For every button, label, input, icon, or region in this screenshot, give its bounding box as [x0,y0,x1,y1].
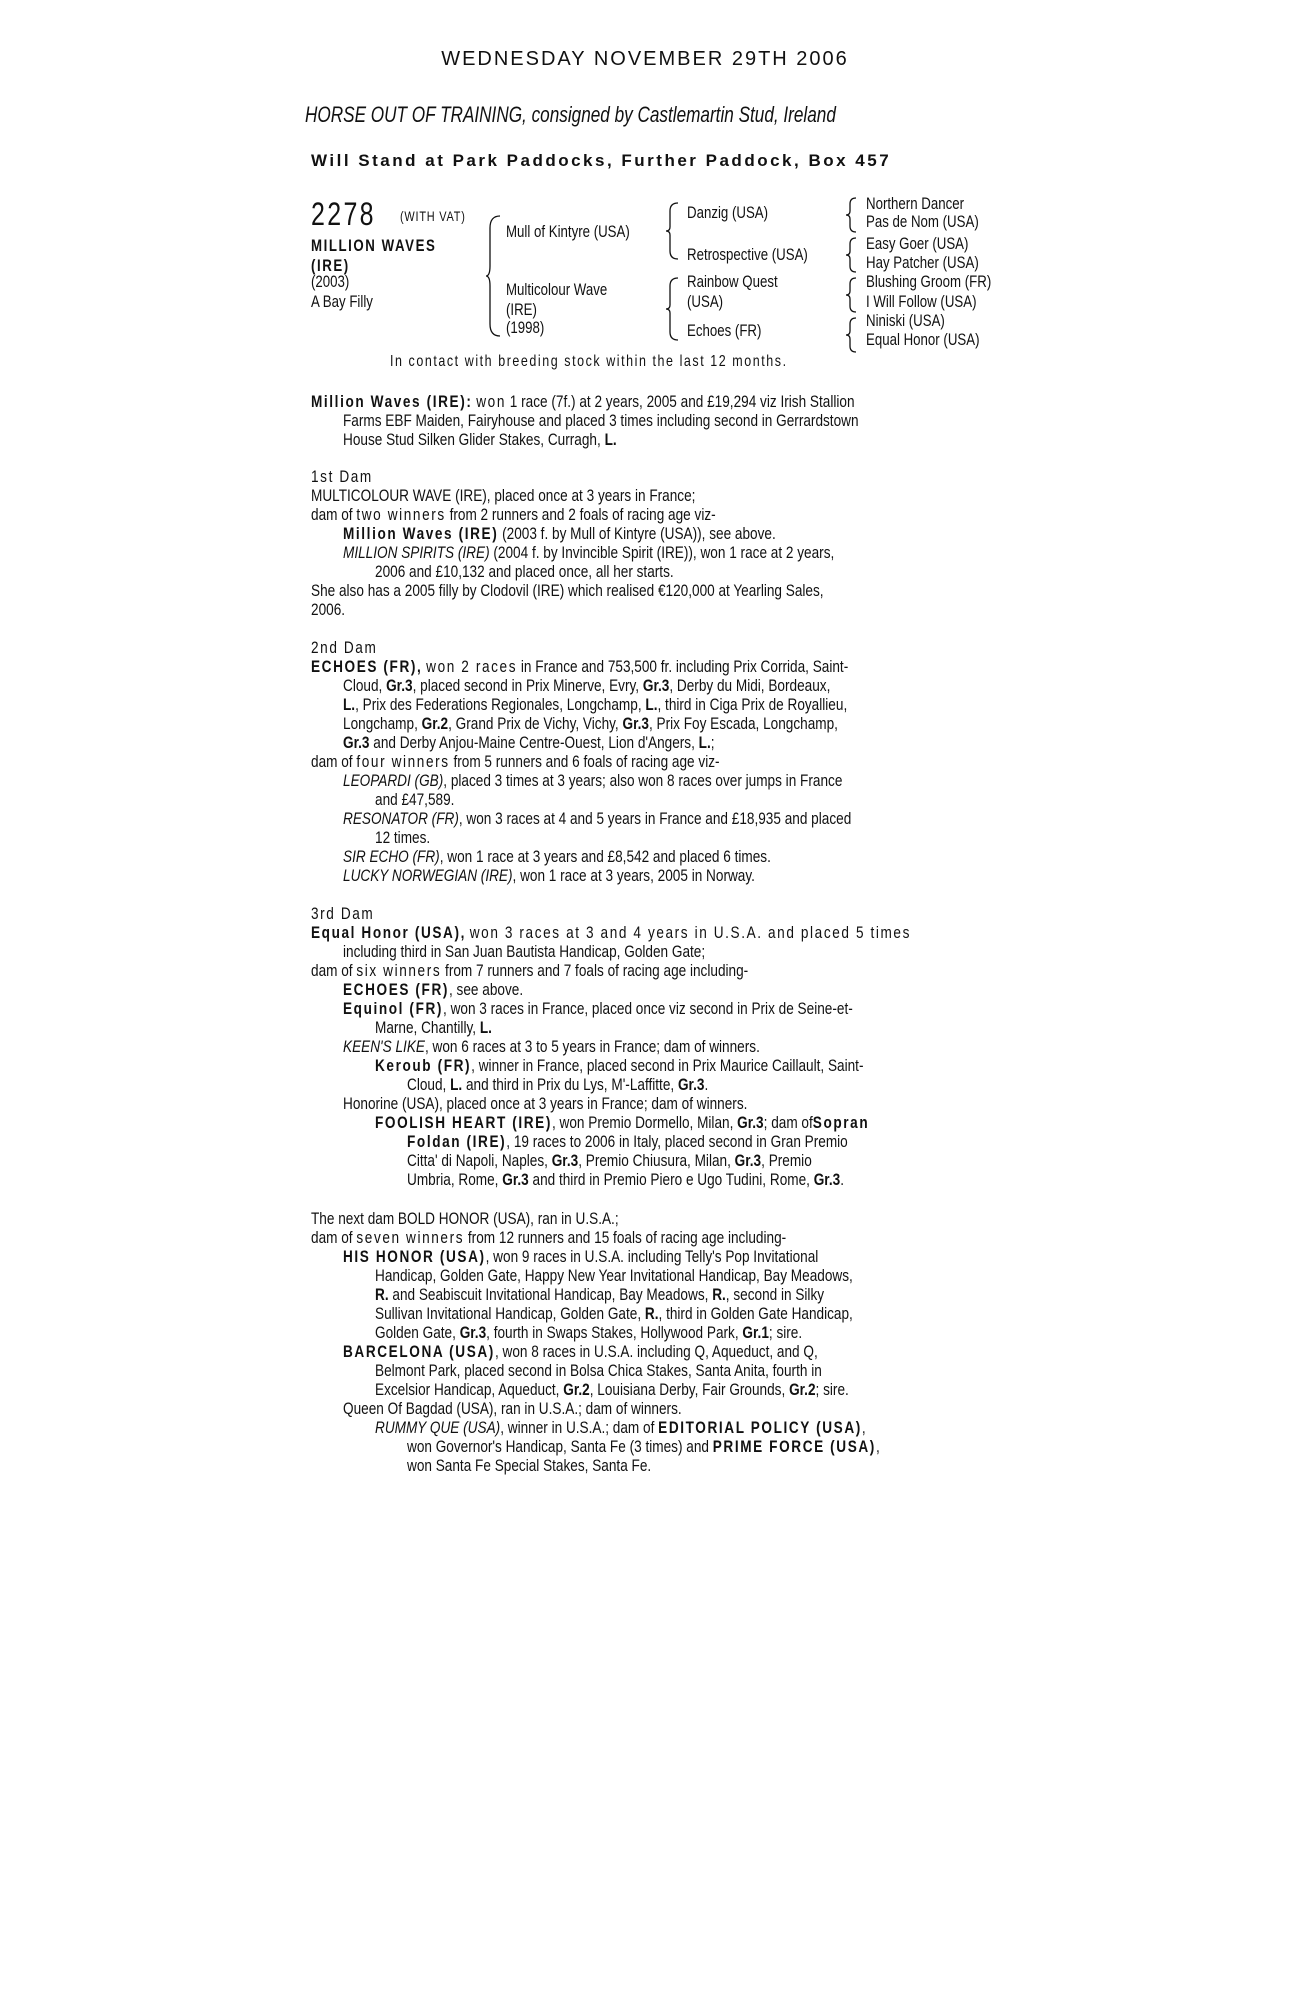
nd-produce-2-name: BARCELONA (USA) [343,1342,495,1361]
pedigree-brace-g4 [846,316,860,354]
second-dam-line-5 [343,733,715,752]
td-text-9c: and third in Prix du Lys, M'-Laffitte, [465,1075,675,1094]
pedigree-dam-line2: (IRE) [506,300,537,319]
td-text-11b: , won Premio Dormello, Milan, [551,1113,734,1132]
summary-won: won [476,392,506,411]
sd-runners: from 5 runners and 6 foals of racing age viz- [453,752,720,771]
td-text-6a: Marne, Chantilly, [375,1018,477,1037]
nd-restricted-2: R. [712,1285,726,1304]
second-dam-line-12 [343,866,755,885]
pedigree-brace-dam [666,276,682,342]
summary-text-3: House Stud Silken Glider Stakes, Curragh, [343,430,601,449]
horse-country-suffix: (IRE) [311,256,350,275]
breeding-contact-text: In contact with breeding stock within the last 12 months. [390,353,788,370]
summary-text-1: 1 race (7f.) at 2 years, 2005 and £19,294 viz Irish Stallion [509,392,855,411]
nd-text-12b: , winner in U.S.A.; dam of [500,1418,655,1437]
nd-text-10c: , Louisiana Derby, Fair Grounds, [589,1380,786,1399]
nd-dam-of: dam of [311,1228,353,1247]
nd-text-6c: , third in Golden Gate Handicap, [658,1304,853,1323]
pedigree-g3-2: Pas de Nom (USA) [866,212,979,231]
sd-text-2e: , Derby du Midi, Bordeaux, [669,676,831,695]
fd-produce-2-name: MILLION SPIRITS (IRE) [343,543,490,562]
sd-grade-3: Gr.2 [421,714,449,733]
nd-text-5b: and Seabiscuit Invitational Handicap, Bay Meadows, [392,1285,709,1304]
td-grade-5: Gr.3 [502,1170,529,1189]
sd-text-4a: Longchamp, [343,714,418,733]
td-grade-2: Gr.3 [737,1113,764,1132]
first-dam-line-3 [343,524,776,543]
nd-text-12d: , [861,1418,866,1437]
third-dam-line-8 [375,1056,863,1075]
summary-line-3 [343,430,617,449]
pedigree-brace-main [486,214,504,338]
sd-produce-3-text: , won 1 race at 3 years and £8,542 and placed 6 times. [439,847,771,866]
td-produce-1-text: , see above. [449,980,524,999]
fd-dam-of: dam of [311,505,353,524]
sd-won: won 2 races [426,657,518,676]
td-text-13a: Citta' di Napoli, Naples, [407,1151,548,1170]
nd-produce-1-text: , won 9 races in U.S.A. including Telly's Pop Invitational [485,1247,819,1266]
nd-greatgrand-1: EDITORIAL POLICY (USA) [658,1418,862,1437]
nd-grade-1: Gr.3 [459,1323,487,1342]
first-dam-line-1: MULTICOLOUR WAVE (IRE), placed once at 3 years in France; [311,486,696,505]
nd-winners-count: seven winners [356,1228,465,1247]
consignment-text: HORSE OUT OF TRAINING, consigned by Castlemartin Stud, Ireland [304,102,836,127]
sd-grade-5: Gr.3 [343,733,370,752]
td-text-1: won 3 races at 3 and 4 years in U.S.A. and placed 5 times [469,923,911,942]
consignment-line [0,102,1290,128]
third-dam-line-2: including third in San Juan Bautista Handicap, Golden Gate; [343,942,706,961]
next-dam-line-10 [375,1380,849,1399]
pedigree-dam-line1: Multicolour Wave [506,280,608,299]
second-dam-line-2 [343,676,830,695]
nd-text-5d: , second in Silky [725,1285,825,1304]
pedigree-g3-3: Easy Goer (USA) [866,234,969,253]
sd-listed-2: L. [645,695,658,714]
nd-text-7c: , fourth in Swaps Stakes, Hollywood Park, [486,1323,739,1342]
sd-text-3b: , Prix des Federations Regionales, Longchamp, [355,695,642,714]
pedigree-g3-6: I Will Follow (USA) [866,292,977,311]
next-dam-line-13 [407,1437,880,1456]
lot-number: 2278 [311,196,376,232]
next-dam-line-3 [343,1247,818,1266]
next-dam-line-8 [343,1342,818,1361]
nd-produce-1-name: HIS HONOR (USA) [343,1247,486,1266]
sd-dam-of: dam of [311,752,353,771]
third-dam-line-5 [343,999,853,1018]
pedigree-g3-1: Northern Dancer [866,194,965,213]
td-greatgrand-name-a: Sopran [812,1113,870,1132]
pedigree-brace-g2 [846,236,860,274]
third-dam-line-13 [407,1151,812,1170]
third-dam-line-10: Honorine (USA), placed once at 3 years in France; dam of winners. [343,1094,748,1113]
sd-grade-1: Gr.3 [386,676,413,695]
second-dam-line-8: and £47,589. [375,790,455,809]
first-dam-line-4 [343,543,834,562]
horse-foaling-year: (2003) [311,272,350,291]
next-dam-line-5 [375,1285,824,1304]
sd-produce-4-name: LUCKY NORWEGIAN (IRE) [343,866,513,885]
third-dam-line-11 [375,1113,869,1132]
td-produce-2-name: Equinol (FR) [343,999,444,1018]
td-name: Equal Honor (USA), [311,923,466,942]
sd-text-1: in France and 753,500 fr. including Prix Corrida, Saint- [520,657,849,676]
sd-text-3d: , third in Ciga Prix de Royallieu, [657,695,848,714]
pedigree-g3-5: Blushing Groom (FR) [866,272,992,291]
pedigree-sire: Mull of Kintyre (USA) [506,222,630,241]
sd-produce-3-name: SIR ECHO (FR) [343,847,440,866]
td-text-13e: , Premio [761,1151,812,1170]
first-dam-line-5: 2006 and £10,132 and placed once, all her starts. [375,562,674,581]
sd-listed-3: L. [698,733,711,752]
pedigree-g3-8: Equal Honor (USA) [866,330,980,349]
td-grade-6: Gr.3 [813,1170,841,1189]
sd-text-2a: Cloud, [343,676,383,695]
pedigree-dam-dam: Echoes (FR) [687,321,762,340]
pedigree-brace-g1 [846,196,860,234]
nd-grade-2: Gr.1 [742,1323,769,1342]
third-dam-line-7 [343,1037,760,1056]
nd-restricted-3: R. [644,1304,659,1323]
sd-grade-4: Gr.3 [622,714,649,733]
second-dam-line-7 [343,771,842,790]
td-listed-1: L. [479,1018,492,1037]
pedigree-g3-4: Hay Patcher (USA) [866,253,979,272]
td-runners: from 7 runners and 7 foals of racing age including- [445,961,749,980]
nd-runners: from 12 runners and 15 foals of racing age including- [467,1228,787,1247]
fd-winners-count: two winners [356,505,446,524]
td-grade-1: Gr.3 [677,1075,705,1094]
fd-produce-1-text: (2003 f. by Mull of Kintyre (USA)), see above. [502,524,776,543]
td-produce-3-text: , won 6 races at 3 to 5 years in France; dam of winners. [424,1037,760,1056]
next-dam-line-4: Handicap, Golden Gate, Happy New Year Invitational Handicap, Bay Meadows, [375,1266,853,1285]
nd-grandproduce-name: RUMMY QUE (USA) [375,1418,501,1437]
sd-produce-2-text: , won 3 races at 4 and 5 years in France and £18,935 and placed [458,809,852,828]
third-dam-heading: 3rd Dam [311,904,375,923]
pedigree-dam-sire-line2: (USA) [687,292,724,311]
first-dam-line-7: 2006. [311,600,346,619]
td-produce-2-text: , won 3 races in France, placed once viz second in Prix de Seine-et- [443,999,853,1018]
sd-winners-count: four winners [356,752,450,771]
nd-text-10a: Excelsior Handicap, Aqueduct, [375,1380,560,1399]
nd-produce-2-text: , won 8 races in U.S.A. including Q, Aqueduct, and Q, [494,1342,818,1361]
second-dam-line-4 [343,714,838,733]
td-produce-3-name: KEEN'S LIKE [343,1037,425,1056]
second-dam-line-11 [343,847,771,866]
next-dam-line-2 [311,1228,786,1247]
td-text-12b: , 19 races to 2006 in Italy, placed second in Gran Premio [506,1132,848,1151]
next-dam-line-9: Belmont Park, placed second in Bolsa Chica Stakes, Santa Anita, fourth in [375,1361,822,1380]
sd-text-4e: , Prix Foy Escada, Longchamp, [648,714,838,733]
td-winners-count: six winners [356,961,442,980]
sd-produce-1-text: , placed 3 times at 3 years; also won 8 races over jumps in France [443,771,843,790]
nd-restricted-1: R. [375,1285,389,1304]
sd-text-2c: , placed second in Prix Minerve, Evry, [412,676,640,695]
sd-text-5b: and Derby Anjou-Maine Centre-Ouest, Lion d'Angers, [373,733,695,752]
nd-text-10e: ; sire. [815,1380,849,1399]
next-dam-line-14: won Santa Fe Special Stakes, Santa Fe. [407,1456,652,1475]
td-text-14c: and third in Premio Piero e Ugo Tudini, Rome, [532,1170,810,1189]
td-listed-2: L. [450,1075,463,1094]
sd-name: ECHOES (FR), [311,657,423,676]
sd-text-4c: , Grand Prix de Vichy, Vichy, [448,714,619,733]
td-grade-3: Gr.3 [551,1151,579,1170]
td-text-14a: Umbria, Rome, [407,1170,499,1189]
next-dam-line-7 [375,1323,802,1342]
nd-text-13a: won Governor's Handicap, Santa Fe (3 times) and [407,1437,709,1456]
fd-produce-2-text: (2004 f. by Invincible Spirit (IRE)), won 1 race at 2 years, [493,543,835,562]
pedigree-brace-sire [666,201,682,261]
pedigree-dam-sire-line1: Rainbow Quest [687,272,778,291]
nd-text-7a: Golden Gate, [375,1323,456,1342]
first-dam-heading: 1st Dam [311,467,373,486]
first-dam-line-6: She also has a 2005 filly by Clodovil (IRE) which realised €120,000 at Yearling Sales, [311,581,824,600]
summary-horse-name: Million Waves (IRE): [311,392,473,411]
pedigree-sire-dam: Retrospective (USA) [687,245,808,264]
third-dam-line-14: Umbria, Rome, Gr.3 and third in Premio Piero e Ugo Tudini, Rome, Gr.3. [407,1170,844,1189]
summary-listed: L. [604,430,617,449]
sd-produce-4-text: , won 1 race at 3 years, 2005 in Norway. [512,866,755,885]
second-dam-heading: 2nd Dam [311,638,378,657]
third-dam-line-12 [407,1132,848,1151]
third-dam-line-9: Cloud, L. and third in Prix du Lys, M'-Laffitte, Gr.3. [407,1075,709,1094]
td-text-13c: , Premio Chiusura, Milan, [578,1151,731,1170]
nd-grade-3: Gr.2 [563,1380,590,1399]
second-dam-line-10: 12 times. [375,828,431,847]
summary-line-1 [311,392,855,411]
stand-location: Will Stand at Park Paddocks, Further Paddock, Box 457 [311,151,892,170]
sale-date-heading: WEDNESDAY NOVEMBER 29TH 2006 [441,48,849,70]
td-greatgrand-name-b: Foldan (IRE) [407,1132,507,1151]
sd-produce-1-name: LEOPARDI (GB) [343,771,444,790]
td-grandproduce-2-name: FOOLISH HEART (IRE) [375,1113,552,1132]
second-dam-line-1 [311,657,848,676]
breeding-contact-note [0,353,1290,371]
second-dam-line-3 [343,695,847,714]
sd-text-5d: ; [710,733,715,752]
lot-vat-label: (WITH VAT) [400,208,466,224]
fd-runners: from 2 runners and 2 foals of racing age viz- [449,505,716,524]
nd-text-7e: ; sire. [768,1323,803,1342]
next-dam-line-1: The next dam BOLD HONOR (USA), ran in U.S.A.; [311,1209,619,1228]
next-dam-line-6 [375,1304,853,1323]
td-dam-of: dam of [311,961,353,980]
nd-text-13c: , [875,1437,880,1456]
sd-listed-1: L. [343,695,356,714]
next-dam-line-11: Queen Of Bagdad (USA), ran in U.S.A.; dam of winners. [343,1399,682,1418]
next-dam-line-12 [375,1418,866,1437]
horse-description: A Bay Filly [311,292,373,311]
nd-grade-4: Gr.2 [789,1380,816,1399]
sd-produce-2-name: RESONATOR (FR) [343,809,459,828]
td-grandproduce-1-name: Keroub (FR) [375,1056,472,1075]
td-produce-1-name: ECHOES (FR) [343,980,449,999]
second-dam-line-6 [311,752,720,771]
third-dam-line-6 [375,1018,492,1037]
summary-line-2: Farms EBF Maiden, Fairyhouse and placed 3 times including second in Gerrardstown [343,411,859,430]
td-grandproduce-1-text: , winner in France, placed second in Prix Maurice Caillault, Saint- [471,1056,864,1075]
pedigree-brace-g3 [846,276,860,314]
second-dam-line-9 [343,809,851,828]
third-dam-line-3 [311,961,748,980]
fd-produce-1-name: Million Waves (IRE) [343,524,499,543]
nd-text-6a: Sullivan Invitational Handicap, Golden Gate, [375,1304,642,1323]
td-text-11d: ; dam of [763,1113,813,1132]
pedigree-sire-sire: Danzig (USA) [687,203,769,222]
td-grade-4: Gr.3 [734,1151,762,1170]
td-text-9a: Cloud, [407,1075,447,1094]
third-dam-line-1 [311,923,911,942]
sd-grade-2: Gr.3 [642,676,670,695]
pedigree-dam-line3: (1998) [506,318,545,337]
first-dam-line-2 [311,505,716,524]
third-dam-line-4 [343,980,523,999]
nd-greatgrand-2: PRIME FORCE (USA) [712,1437,876,1456]
pedigree-g3-7: Niniski (USA) [866,311,945,330]
horse-name: MILLION WAVES [311,236,437,255]
